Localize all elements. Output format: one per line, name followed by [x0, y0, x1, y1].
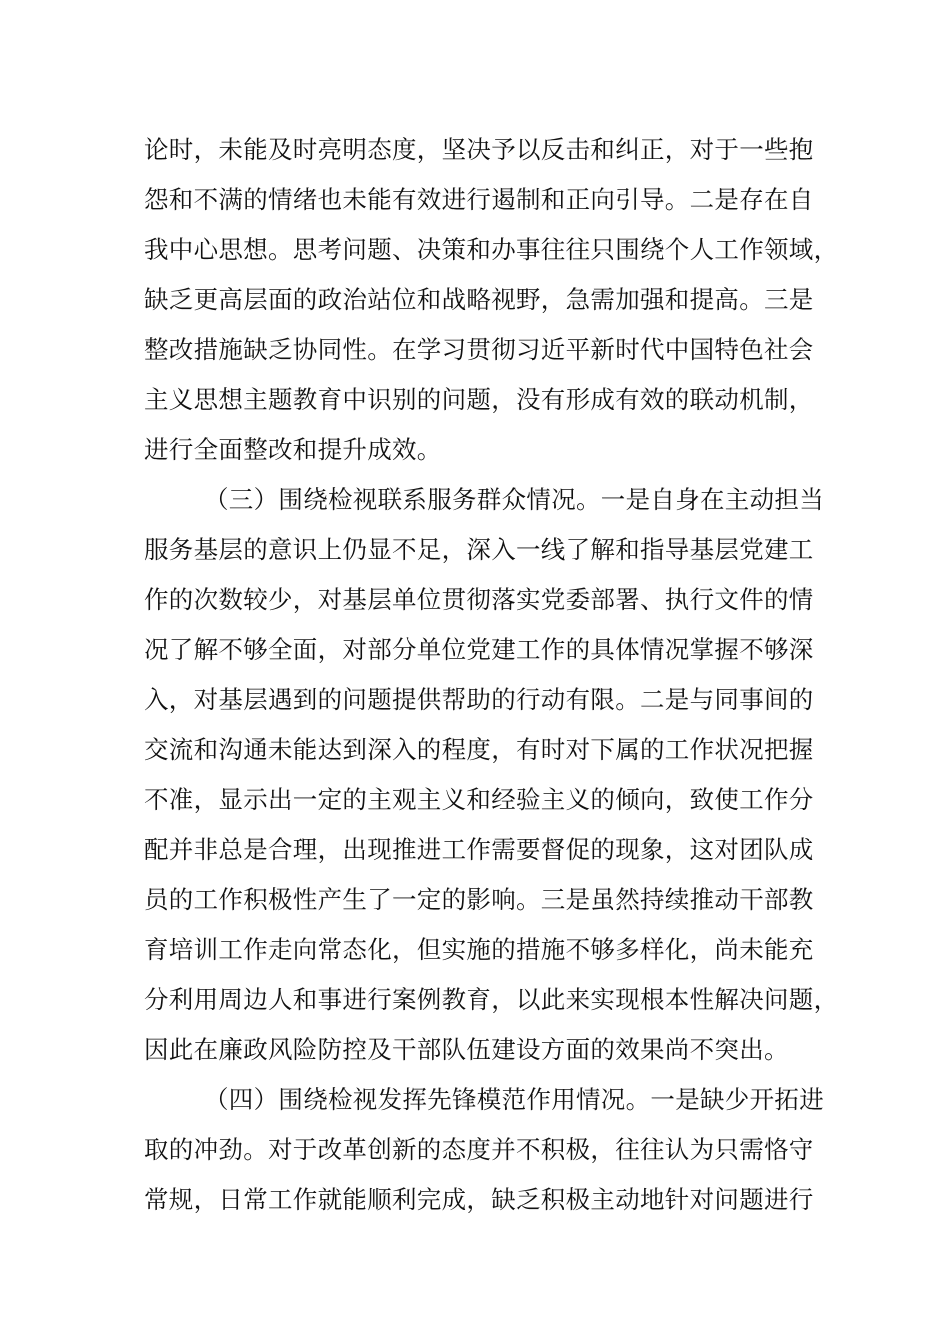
text-line: 入，对基层遇到的问题提供帮助的行动有限。二是与同事间的	[144, 685, 814, 714]
text-line: 员的工作积极性产生了一定的影响。三是虽然持续推动干部教	[144, 885, 814, 914]
text-line: 主义思想主题教育中识别的问题，没有形成有效的联动机制，	[144, 385, 814, 414]
text-line: 不准，显示出一定的主观主义和经验主义的倾向，致使工作分	[144, 785, 814, 814]
text-line: 怨和不满的情绪也未能有效进行遏制和正向引导。二是存在自	[144, 185, 814, 214]
text-line: 取的冲劲。对于改革创新的态度并不积极，往往认为只需恪守	[144, 1135, 814, 1164]
paragraph-heading-4: （四）围绕检视发挥先锋模范作用情况。一是缺少开拓进	[204, 1085, 824, 1114]
text-line: 缺乏更高层面的政治站位和战略视野，急需加强和提高。三是	[144, 285, 814, 314]
text-line: 分利用周边人和事进行案例教育，以此来实现根本性解决问题，	[144, 985, 839, 1014]
text-line: 交流和沟通未能达到深入的程度，有时对下属的工作状况把握	[144, 735, 814, 764]
text-line: 我中心思想。思考问题、决策和办事往往只围绕个人工作领域，	[144, 235, 839, 264]
text-line: 因此在廉政风险防控及干部队伍建设方面的效果尚不突出。	[144, 1035, 789, 1064]
text-line: 服务基层的意识上仍显不足，深入一线了解和指导基层党建工	[144, 535, 814, 564]
text-line: 作的次数较少，对基层单位贯彻落实党委部署、执行文件的情	[144, 585, 814, 614]
text-line: 况了解不够全面，对部分单位党建工作的具体情况掌握不够深	[144, 635, 814, 664]
text-line: 整改措施缺乏协同性。在学习贯彻习近平新时代中国特色社会	[144, 335, 814, 364]
text-line: 常规，日常工作就能顺利完成，缺乏积极主动地针对问题进行	[144, 1185, 814, 1214]
text-line: 育培训工作走向常态化，但实施的措施不够多样化，尚未能充	[144, 935, 814, 964]
paragraph-heading-3: （三）围绕检视联系服务群众情况。一是自身在主动担当	[204, 485, 824, 514]
text-line: 进行全面整改和提升成效。	[144, 435, 442, 464]
text-line: 配并非总是合理，出现推进工作需要督促的现象，这对团队成	[144, 835, 814, 864]
text-line: 论时，未能及时亮明态度，坚决予以反击和纠正，对于一些抱	[144, 135, 814, 164]
